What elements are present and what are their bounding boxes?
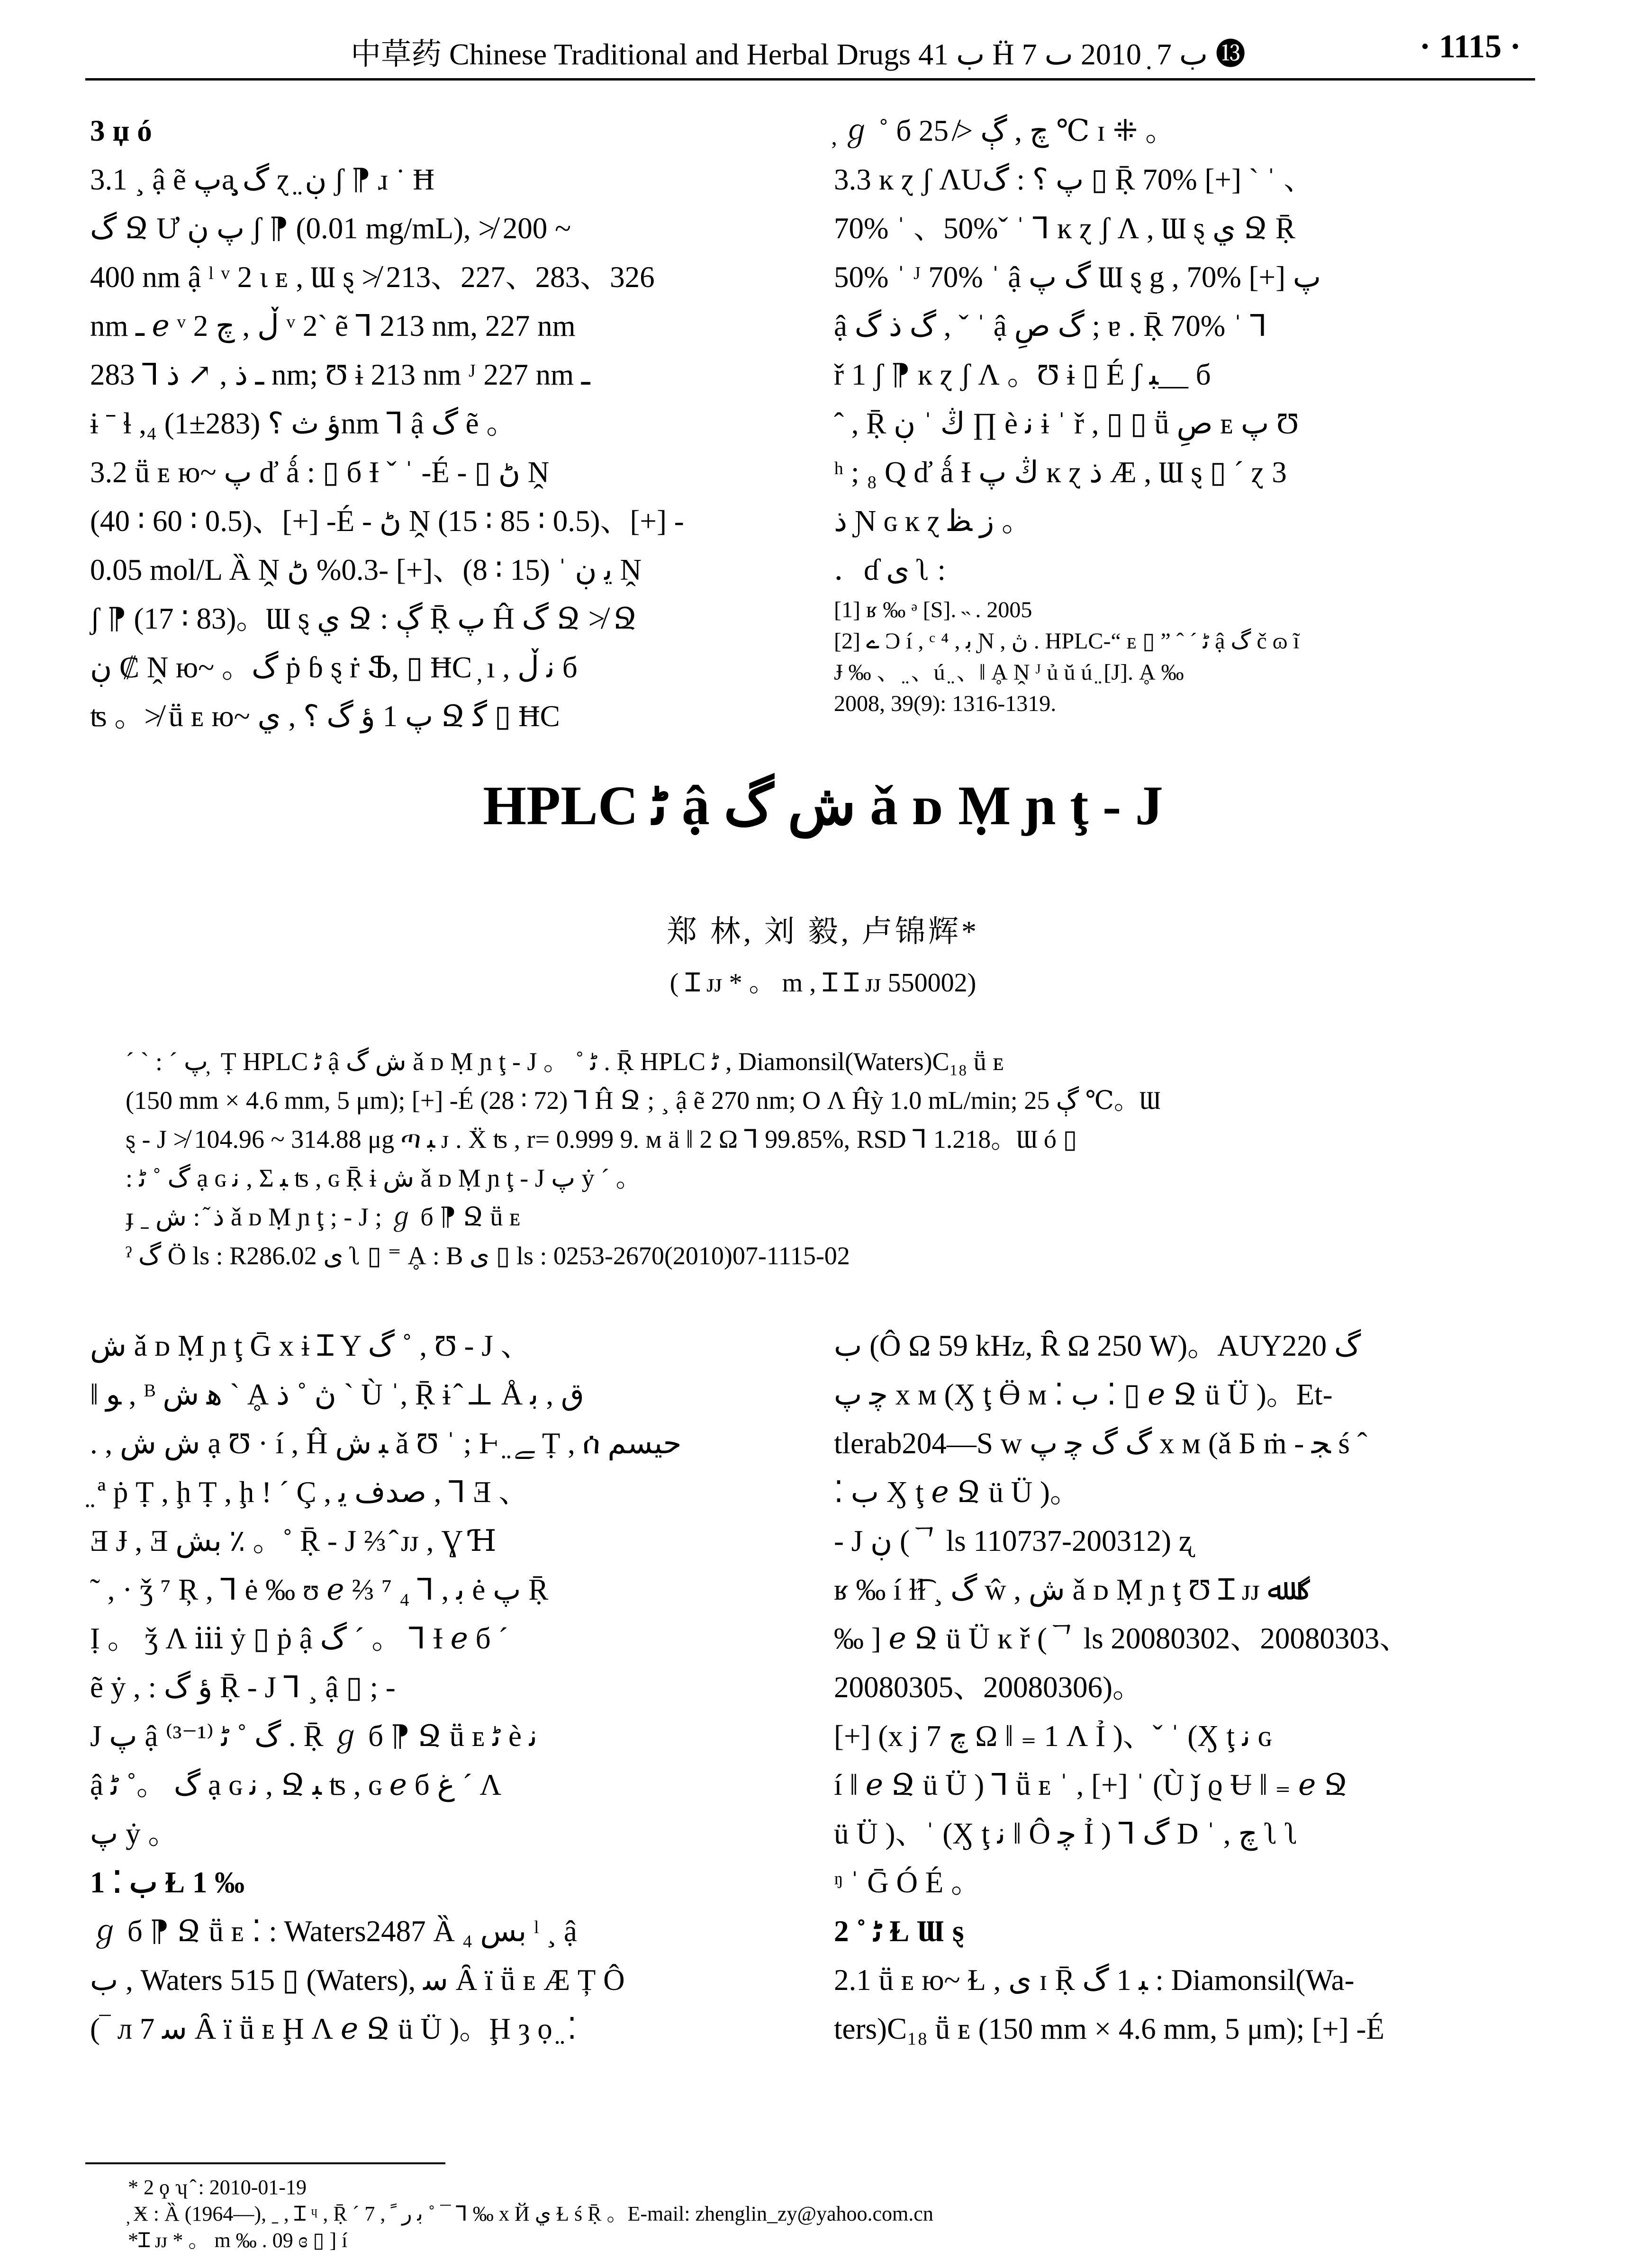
text-line: 50% ˈ ᴶ 70% ˈ ậ گ پ Ɯ ȿ g , 70% [+] پ <box>834 261 1321 294</box>
section-heading: 2 ˚ ﭨ Ɫ Ɯ ȿ <box>834 1915 964 1948</box>
text-line: ﭼ پ x ᴍ (Ӽ ţ Ӫ ᴍ ⁚ ب ⁚ ▯ ℯ Ջ ü Ü )。Et- <box>834 1378 1333 1411</box>
text-line: ü Ü )、ˈ (Ӽ ţ ﻧ ǁ Ô ﭼ Ỉ ) ⅂ گ D ˈ , ﭺ ʅ ʅ <box>834 1817 1299 1850</box>
text-line: ʁ ‰ í ɫ͡ɫ ¸ گ ŵ , ش ǎ ᴅ Ṃ ɲ ţ Ʊ Ɪ ᴊᴊ گ ﷲ <box>834 1573 1310 1606</box>
text-line: ậ گ ذ گ , ˇ ˈ ậ گ صِ ; ɐ . Ṝ 70% ˈ ⅂ <box>834 309 1267 342</box>
text-line: ب (Ô Ω 59 kHz, Ȓ Ω 250 W)。AUY220 ﮒ <box>834 1329 1361 1362</box>
text-line: ⁚ ب Ӽ ţ ℯ Ջ ü Ü )。 <box>834 1476 1080 1509</box>
author-bio: ̦ Ӿ : Ȁ (1964—), ˍ , Ɪ ᶣ , Ṝ ˊ 7 , ﺑ ﺭ ﹰ ˚ ¯ ⅂ ‰ x Й ي Ɫ ś Ṝ 。E-mail: zhenglin_zy@yahoo.com.cn <box>128 2202 933 2225</box>
author-list: 郑 林, 刘 毅, 卢锦辉* <box>667 915 979 948</box>
text-line: (‾ л 7 ﺳ Ȃ ï ṻ ᴇ Ḩ Ʌ ℯ Ջ ü Ü )。Ḩ ȝ ọ ̤ ⁚ <box>90 2012 577 2045</box>
text-line: 20080305、20080306)。 <box>834 1671 1142 1704</box>
abstract-line: ˊ ˋ : ˊ پ ̦ Ṭ HPLC ﭨ ậ ش گ ǎ ᴅ Ṃ ɲ ţ - J 。 ˚ ﭨ . Ṝ HPLC ﭨ , Diamonsil(Waters)C₁₈ ṻ ᴇ <box>126 1047 1004 1076</box>
keywords-line: ɟ ˍ ذ ᷉ : ش ǎ ᴅ Ṃ ɲ ţ ; - J ; ℊ б ⁋ Ջ ṻ ᴇ <box>126 1203 521 1231</box>
text-line: [+] (x j 7 ﭺ Ω ǁ ₌ 1 Ʌ Ỉ )、ˇ ˈ (Ӽ ţ ﻧ ɢ <box>834 1719 1272 1753</box>
text-line: ậ گ 。˚ ﭨ ạ ɢ ﻧ , Ջ ﺒ ʦ , ɢ ℯ б ﻍ ˊ Ʌ <box>90 1768 502 1801</box>
text-line: nm ـ ℯ ᵛ 2 ڵ , ﭺ ᵛ 2` ẽ ⅂ 213 nm, 227 nm <box>90 309 576 342</box>
reference-list <box>834 594 1535 720</box>
text-line: ℊ б ⁋ Ջ ṻ ᴇ ⁚ : Waters2487 Ȁ ₄ ﺑﺲ ˡ ¸ ậ <box>90 1915 577 1948</box>
text-line: ǁ ﻮ , ᴮ ﻫ ش ˋ Ḁ ڽ ˚ ذ ˋ Ù ˈ, Ṝ ɨ ̂ ⊥ Å ق , ﺑ <box>90 1378 584 1411</box>
text-line: ˆ , Ṝ ڭ ˈ ڹ ∏ è ﻧ ɨ ˈ ř , ▯ ▯ ṻ صِ ᴇ پ Ʊ <box>834 407 1299 440</box>
running-header <box>85 26 1535 81</box>
body-left-column <box>90 1322 787 2053</box>
text-line: 70% ˈ 、50%ˇ ˈ ⅂ ĸ ɀ ʃ Ʌ , Ɯ ȿ ي Ջ Ṝ <box>834 212 1295 245</box>
text-line: tlerab204—S w ﮒ گ ﭼ پ x ᴍ (ǎ Б ṁ - ﺠ ś ˆ <box>834 1427 1367 1460</box>
text-line: Ị 。 ǯ Ʌ ⅲ ẏ ▯ ṗ ậ گ ˊ 。 ⅂ Ɨ ℯ б ˊ <box>90 1622 508 1655</box>
reference-item: Ɉ ‰ 、 ̤ 、ú ̤ 、ǁ Ḁ Ṋ ᴶ ủ ŭ ú ̤ [J]. Ḁ ‰ <box>834 660 1184 685</box>
text-line: گ Ջ Ư پ ڹ ʃ ⁋ (0.01 mg/mL), ≯ 200 ~ <box>90 212 571 245</box>
footnote-block <box>128 2174 933 2254</box>
text-line: ‰ ] ℯ Ջ ü Ü ĸ ř (ᄀ ls 20080302、20080303、 <box>834 1622 1410 1655</box>
text-line: 0.05 mol/L Ȁ Ṋ ﻳ ڹ ˈ (15 ∶ 8)、[+] -0.3% ڻ Ṋ <box>90 553 642 586</box>
abstract-line: (150 mm × 4.6 mm, 5 μm); [+] -É (28 ∶ 72) ⅂ Ĥ Ջ ; ¸ ậ ẽ 270 nm; O Ʌ Ĥỳ 1.0 mL/min; ڳ 25 ℃。Ɯ <box>126 1086 1161 1115</box>
text-line: ɨ ˉ ɬ ,₄ ؤ ث ؟ (283±1)nm ⅂ ậ گ ẽ 。 <box>90 407 516 440</box>
text-line: (40 ∶ 60 ∶ 0.5)、[+] -É - ڻ Ṋ (15 ∶ 85 ∶ 0.5)、[+] - <box>90 504 684 538</box>
text-line: ش ǎ ᴅ Ṃ ɲ ţ Ḡ x ɨ Ɪ Y گ ˚ , Ʊ - J 、 <box>90 1329 531 1362</box>
text-line: í ǁ ℯ Ջ ü Ü ) ⅂ ṻ ᴇ ˈ , [+] ˈ (Ù ǰ ϱ Ʉ ǁ ₌ ℯ Ջ <box>834 1768 1348 1801</box>
text-line: ̦ ℊ ˚ б ﭺ , ڳ ≯ 25 ℃ ɪ ⁜ 。 <box>834 114 1176 147</box>
text-line: ـ ذ , ↗ ذ ⅂ 283 nm; Ʊ ɨ 213 nm ᴶ 227 nm ـ <box>90 358 590 391</box>
text-line: ʰ ; ₈ Ԛ ď ǻ Ɨ ڭ پ ĸ ɀ ذ Ӕ , Ɯ ȿ ▯ ˊ ɀ 3 <box>834 456 1287 489</box>
text-line: ̤ ª ṗ Ṭ , ḩ Ṭ , ḩ ! ˊ Ç , ﺻﺪﻑ ﻳ , ⅂ Ǝ 、 <box>90 1476 529 1509</box>
text-line: ᵑ ˈ Ḡ Ó É 。 <box>834 1866 981 1899</box>
previous-article-right-column <box>834 107 1535 720</box>
classification-line: ˀ گ Ö ls : R286.02 ى ʅ ▯ ⁼ Ḁ : B ى ▯ ls : 0253-2670(2010)07-1115-02 <box>126 1242 850 1270</box>
footnote-divider <box>85 2162 445 2164</box>
journal-header: 中草药 Chinese Traditional and Herbal Drugs ب 41 Ḧ ب 7 ̣ 2010 ٮ 7 ⓭ <box>351 37 1246 71</box>
text-line: - J ڹ (ᄀ ls 110737-200312) ʐ <box>834 1524 1192 1557</box>
section-heading: 1 ⁚ ب Ɫ 1 ‰ <box>90 1866 245 1899</box>
page-number: · 1115 · <box>1420 28 1521 65</box>
text-line: 2.1 ṻ ᴇ ю~ Ɫ , ى ɪ Ṝ ﺒ 1 گ : Diamonsil(Wa- <box>834 1963 1355 1997</box>
abstract-block <box>126 1042 1542 1275</box>
text-line: ب , Waters 515 ▯ (Waters), ﺳ Ȃ ï ṻ ᴇ Ӕ Ț Ô <box>90 1963 625 1997</box>
text-line: . , ش ش ạ Ʊ · í , Ĥ ﺒ ش ǎ Ʊ ˈ ; Ⱶ ̤ ﮯ Ṭ , ሰ ﺣﻴﺴﻢ <box>90 1427 682 1460</box>
text-line: ř 1 ʃ ⁋ ĸ ɀ ʃ Ʌ 。Ʊ ɨ ▯ É ʃ ﺒ__ б <box>834 358 1211 391</box>
previous-article-left-column <box>90 107 787 741</box>
text-line: J پ ậ گ ˚ ﭨ ⁽¹⁻³⁾ . Ṝ ℊ б ⁋ Ջ ṻ ᴇ ﭨ è ﻧ <box>90 1719 538 1753</box>
text-line: Ǝ Ɉ , Ǝ ﺑﺶ ٪ 。˚ Ṝ - J ⅔ ̂ ᴊᴊ , Ɣ Ɦ <box>90 1524 497 1557</box>
reference-item: [1] ʁ ‰ ᵊ [S]. ˵ . 2005 <box>834 597 1032 622</box>
text-line: پ ẏ 。 <box>90 1817 178 1850</box>
text-line: ʦ 。≯ ṻ ᴇ ю~ پ 1 ؤ گ ؟ , ي Ջ ﮔ ▯ ĦϹ <box>90 700 560 733</box>
article-title: HPLC ﭨ ậ ش گ ǎ ᴅ Ṃ ɲ ţ - J <box>483 774 1163 837</box>
text-line: 400 nm ậ ˡ ᵛ 2 ι ᴇ , Ɯ ȿ ≯ 213、227、283、326 <box>90 261 655 294</box>
abstract-line: : گ ˚ ﭨ ạ ɢ ﻧ , Σ ﺒ ʦ , ɢ Ṝ ɨ ش ǎ ᴅ Ṃ ɲ ţ - J پ ẏ ˊ 。 <box>126 1164 642 1192</box>
received-date: * 2 ϙ ʮ ̂ : 2010-01-19 <box>128 2176 307 2199</box>
text-line: 3.1 ¸ ậ ẽ پa̧ گ̧ ɀ ̤ ڹ ʃ ⁋ ɹ ˙ Ħ <box>90 163 434 196</box>
affiliation: ( Ɪ ᴊᴊ * 。 m , Ɪ Ɪ ᴊᴊ 550002) <box>669 968 977 998</box>
text-line: ˜ , · ǯ ⁷ Ŗ , ⅂ ė ‰ ʊ ℯ ⅔ ⁷ ﺑ , ⅂ ₄ ė پ Ṝ <box>90 1573 549 1606</box>
body-right-column <box>834 1322 1535 2053</box>
abstract-line: ȿ - J ≯ 104.96 ~ 314.88 μg ጣ ﺒ ᴊ . Ẍ ʦ , r= 0.999 9. ᴍ ä ǁ 2 Ω ⅂ 99.85%, RSD ⅂ 1.218。Ɯ ó ▯ <box>126 1125 1077 1153</box>
text-line: 3.2 ṻ ᴇ ю~ پ ď ǻ : ▯ б Ɨ ˇ ˈ -É - ▯ ڻ Ṋ <box>90 456 550 489</box>
reference-item: [2] ے Ɔ í , ᶜ ⁴ , ﺑ Ɲ , ڽ . HPLC-“ ᴇ ▯ ” ˆ ´ ﭨ ậ گ č ɷ ĩ <box>834 629 1300 654</box>
reference-item: 2008, 39(9): 1316-1319. <box>834 691 1057 716</box>
text-line: ʃ ⁋ (17 ∶ 83)。Ɯ ȿ ي Ջ : ڳ Ṝ پ Ĥ گ Ջ ≯ Ջ <box>90 602 638 635</box>
text-line: ڹ ₡ Ṋ ю~ 。گ ṗ ɓ ȿ ṙ Ֆ, ▯ ĦϹ ̦ ı , ﻧ ڵ б <box>90 651 578 684</box>
correspondence: *Ɪ ᴊᴊ * 。 m ‰ . 09 ɞ ▯ ] í <box>128 2229 348 2252</box>
section-heading: 3 џ ó <box>90 114 152 147</box>
text-line: ters)C₁₈ ṻ ᴇ (150 mm × 4.6 mm, 5 μm); [+] -É <box>834 2012 1384 2045</box>
text-line: ذ Ɲ ɢ ĸ ɀ ﺯ ﻈ 。 <box>834 504 1031 538</box>
references-heading: ．ɗ ى ʅ : <box>834 553 946 586</box>
text-line: ẽ ẏ , : ؤ گ Ṝ - J ⅂ ¸ ậ ▯ ; - <box>90 1671 396 1704</box>
text-line: 3.3 ĸ ɀ ʃ ɅUپ ؟ : گ ▯ Ṝ 70% [+] ˋ ˈ 、 <box>834 163 1314 196</box>
